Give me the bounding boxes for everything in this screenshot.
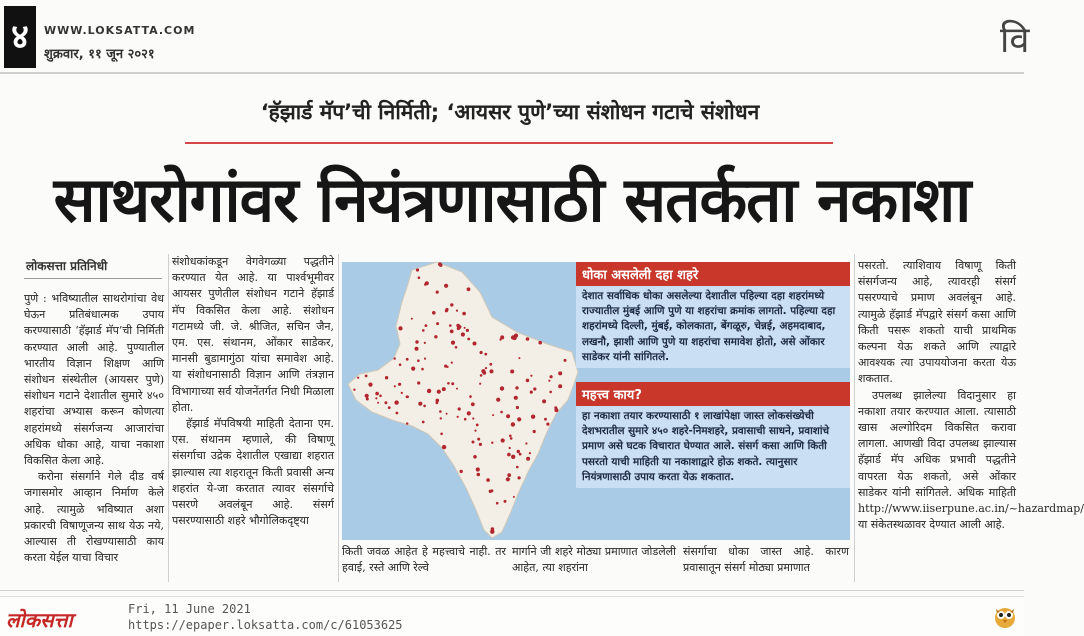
- paragraph: पसरतो. त्याशिवाय विषाणू किती संसर्गजन्य आहे, त्यावरही संसर्ग पसरण्याचे प्रमाण अवलंबून आहे. त्यामुळे हॅझार्ड मॅपद्वारे संसर्ग कसा आणि किती पसरू शकतो याची प्राथमिक कल्पना येऊ शकते आणि त्याद्वारे आवश्यक त्या उपाययोजना करता येऊ शकतात.: [858, 259, 1016, 386]
- city-dot: [436, 322, 439, 325]
- city-dot: [469, 395, 472, 398]
- city-dot: [439, 264, 442, 267]
- column-rule: [168, 254, 169, 582]
- city-dot: [439, 410, 442, 413]
- box-body-top-cities: देशात सर्वाधिक धोका असलेल्या देशातील पहिल्या दहा शहरांमध्ये राज्यातील मुंबई आणि पुणे या शहरांचा क्रमांक लागतो. पहिल्या दहा शहरांमध्ये दिल्ली, मुंबई, कोलकाता, बेंगळूरु, चेन्नई, अहमदाबाद, लखनौ, झाशी आणि पुणे या शहरांचा समावेश होतो, असे ओंकार साडेकर यांनी सांगितले.: [576, 286, 850, 368]
- city-dot: [417, 359, 420, 362]
- paragraph: हॅझार्ड मॅपविषयी माहिती देताना एम. एस. संथानम म्हणाले, की विषाणू संसर्गाचा उद्रेक देशातील एखाद्या शहरात झाल्यास त्या शहरातून किती प्रवासी अन्य शहरांत ये-जा करतात त्यावर संसर्गाचे पसरणे अवलंबून आहे. संसर्ग पसरण्यासाठी शहरे भौगोलिकदृष्ट्या: [172, 417, 334, 528]
- city-dot: [518, 476, 521, 479]
- paragraph: संसर्गाचा धोका जास्त आहे. कारण प्रवासातून संसर्ग मोठ्या प्रमाणात: [683, 545, 849, 575]
- city-dot: [509, 435, 512, 438]
- city-dot: [474, 430, 476, 432]
- city-dot: [446, 413, 448, 415]
- paragraph: करोना संसर्गाने गेले दीड वर्ष जगासमोर आव्हान निर्माण केले आहे. त्यामुळे भविष्यात अशा प्रकारची विषाणूजन्य साथ येऊ नये, आल्यास ती रोखण्यासाठी काय करता येईल याचा विचार: [24, 470, 164, 565]
- city-dot: [517, 417, 521, 421]
- city-dot: [516, 406, 519, 409]
- city-dot: [445, 309, 448, 312]
- city-dot: [394, 385, 396, 387]
- city-dot: [464, 418, 467, 421]
- city-dot: [476, 424, 479, 427]
- city-dot: [451, 382, 454, 385]
- city-dot: [398, 383, 401, 386]
- masthead-rule: [0, 72, 1024, 74]
- city-dot: [472, 417, 474, 419]
- city-dot: [515, 386, 518, 389]
- city-dot: [473, 455, 477, 459]
- city-dot: [531, 415, 535, 419]
- city-dot: [417, 381, 420, 384]
- footer-date: Fri, 11 June 2021: [128, 602, 251, 616]
- city-dot: [500, 411, 503, 414]
- city-dot: [558, 384, 562, 388]
- city-dot: [456, 310, 458, 312]
- city-dot: [509, 447, 511, 449]
- city-dot: [549, 391, 552, 394]
- city-dot: [507, 453, 511, 457]
- city-dot: [450, 303, 453, 306]
- city-dot: [506, 477, 510, 481]
- issue-date: शुक्रवार, ११ जून २०२१: [44, 47, 155, 62]
- city-dot: [418, 276, 421, 279]
- city-dot: [548, 380, 550, 382]
- city-dot: [486, 478, 490, 482]
- city-dot: [368, 383, 372, 387]
- city-dot: [411, 318, 413, 320]
- city-dot: [400, 328, 402, 330]
- city-dot: [533, 430, 536, 433]
- box-body-importance: हा नकाशा तयार करण्यासाठी १ लाखांपेक्षा जास्त लोकसंख्येची देशभरातील सुमारे ४५० शहरे-निमशहरे, प्रवासाची साधने, प्रवाशांचे प्रमाण असे घटक विचारात घेण्यात आले. संसर्ग कसा आणि किती पसरतो याची माहिती या नकाशाद्वारे होऊ शकते. त्यानुसार नियंत्रणासाठी उपाय करता येऊ शकतात.: [576, 406, 850, 488]
- kicker-underline: [185, 142, 833, 144]
- city-dot: [460, 470, 463, 473]
- city-dot: [476, 467, 480, 471]
- city-dot: [436, 291, 439, 294]
- city-dot: [490, 369, 494, 373]
- city-dot: [481, 369, 485, 373]
- city-dot: [406, 422, 408, 424]
- city-dot: [396, 412, 399, 415]
- city-dot: [496, 398, 500, 402]
- city-dot: [385, 376, 388, 379]
- city-dot: [394, 357, 396, 359]
- city-dot: [538, 341, 542, 345]
- city-dot: [510, 437, 513, 440]
- city-dot: [500, 386, 504, 390]
- city-dot: [462, 312, 466, 316]
- city-dot: [365, 375, 368, 378]
- city-dot: [427, 389, 431, 393]
- city-dot: [533, 387, 536, 390]
- box-title-importance: महत्त्व काय?: [576, 382, 850, 406]
- city-dot: [423, 405, 426, 408]
- paragraph: किती जवळ आहेत हे महत्त्वाचे नाही. तर हवाई, रस्ते आणि रेल्वे: [342, 545, 506, 575]
- city-dot: [477, 473, 481, 477]
- city-dot: [473, 342, 477, 346]
- epaper-link[interactable]: https://epaper.loksatta.com/c/61053625: [128, 618, 403, 632]
- column-rule: [854, 254, 855, 582]
- city-dot: [375, 397, 377, 399]
- city-dot: [489, 490, 492, 493]
- city-dot: [519, 453, 522, 456]
- city-dot: [504, 500, 507, 503]
- paragraph: उपलब्ध झालेल्या विदानुसार हा नकाशा तयार करण्यात आला. त्यासाठी खास अल्गोरिदम विकसित करावा लागला. आणखी विदा उपलब्ध झाल्यास हॅझार्ड मॅप अधिक प्रभावी पद्धतीने वापरता येऊ शकतो, असे ओंकार साडेकर यांनी सांगितले. अधिक माहिती http://www.iiserpune.ac.in/~hazardmap/ या संकेतस्थळावर देण्यात आली आहे.: [858, 388, 1084, 532]
- owl-icon[interactable]: [992, 603, 1018, 629]
- article-column-6: [858, 258, 1084, 581]
- paragraph: पुणे : भविष्यातील साथरोगांचा वेध घेऊन प्रतिबंधात्मक उपाय करण्यासाठी ‘हॅझार्ड मॅप’ची निर्मिती करण्यात आली आहे. पुण्यातील भारतीय विज्ञान शिक्षण आणि संशोधन संस्थेतील (आयसर पुणे) संशोधन गटाने देशातील सुमारे ४५० शहरांचा अभ्यास करून कोणत्या शहरांमध्ये संसर्गजन्य आजारांचा अधिक धोका आहे, याचा नकाशा विकसित केला आहे.: [24, 292, 164, 468]
- city-dot: [447, 366, 449, 368]
- city-dot: [491, 527, 495, 531]
- city-dot: [466, 329, 469, 332]
- city-dot: [375, 392, 379, 396]
- city-dot: [424, 283, 426, 285]
- kicker-headline: ‘हॅझार्ड मॅप’ची निर्मिती; ‘आयसर पुणे’च्या संशोधन गटाचे संशोधन: [260, 100, 760, 124]
- city-dot: [516, 466, 519, 469]
- city-dot: [422, 421, 425, 424]
- city-dot: [451, 341, 455, 345]
- city-dot: [510, 370, 514, 374]
- city-dot: [365, 394, 369, 398]
- city-dot: [529, 452, 531, 454]
- city-dot: [461, 332, 465, 336]
- city-dot: [357, 377, 359, 379]
- paragraph: मार्गाने जी शहरे मोठ्या प्रमाणात जोडलेली आहेत, त्या शहरांना: [512, 545, 676, 575]
- main-headline: साथरोगांवर नियंत्रणासाठी सतर्कता नकाशा: [53, 163, 971, 236]
- city-dot: [530, 391, 533, 394]
- city-dot: [479, 383, 481, 385]
- city-dot: [451, 362, 453, 364]
- city-dot: [542, 399, 546, 403]
- info-panel: [576, 262, 850, 536]
- city-dot: [353, 389, 355, 391]
- city-dot: [472, 441, 475, 444]
- city-dot: [406, 358, 409, 361]
- city-dot: [450, 330, 454, 334]
- paragraph: संशोधकांकडून वेगवेगळ्या पद्धतीने करण्यात येत आहे. या पार्श्वभूमीवर आयसर पुणेतील संशोधन गटाने हॅझार्ड मॅप विकसित केला आहे. संशोधन गटामध्ये जी. जे. श्रीजित, सचिन जैन, एम. एस. संथानम, ओंकार साडेकर, मानसी बुडामागुंठा यांचा समावेश आहे. या संशोधनासाठी विज्ञान आणि तंत्रज्ञान विभागाच्या सर्व योजनेंतर्गत निधी मिळाला होता.: [172, 255, 334, 414]
- column-rule: [338, 254, 339, 582]
- city-dot: [384, 401, 387, 404]
- city-dot: [491, 442, 493, 444]
- city-dot: [513, 496, 515, 498]
- article-column-1: [24, 291, 164, 581]
- city-dot: [517, 450, 520, 453]
- city-dot: [471, 402, 475, 406]
- city-dot: [440, 433, 443, 436]
- city-dot: [464, 327, 466, 329]
- city-dot: [457, 327, 460, 330]
- page-bottom-rule: [0, 590, 1024, 591]
- city-dot: [416, 268, 419, 271]
- city-dot: [511, 335, 515, 339]
- city-dot: [421, 368, 424, 371]
- city-dot: [377, 402, 379, 404]
- city-dot: [544, 418, 547, 421]
- city-dot: [458, 407, 461, 410]
- city-dot: [479, 443, 482, 446]
- city-dot: [442, 445, 446, 449]
- article-column-4: [512, 544, 676, 582]
- city-dot: [415, 347, 419, 351]
- city-dot: [530, 375, 532, 377]
- city-dot: [394, 400, 398, 404]
- city-dot: [388, 406, 391, 409]
- byline: लोकसत्ता प्रतिनिधी: [26, 259, 108, 273]
- city-dot: [554, 408, 558, 412]
- city-dot: [564, 359, 567, 362]
- city-dot: [457, 416, 459, 418]
- box-title-top-cities: धोका असलेली दहा शहरे: [576, 262, 850, 286]
- city-dot: [424, 342, 426, 344]
- article-column-5: [683, 544, 849, 582]
- section-edge-char: वि: [1000, 20, 1030, 61]
- city-dot: [455, 346, 458, 349]
- city-dot: [546, 423, 549, 426]
- article-column-3: [342, 544, 506, 582]
- city-dot: [406, 395, 409, 398]
- city-dot: [447, 382, 450, 385]
- city-dot: [518, 357, 520, 359]
- city-dot: [436, 399, 440, 403]
- city-dot: [511, 455, 515, 459]
- city-dot: [425, 324, 428, 327]
- city-dot: [442, 387, 446, 391]
- byline-rule: [24, 278, 162, 279]
- city-dot: [489, 363, 492, 366]
- city-dot: [507, 473, 511, 477]
- city-dot: [514, 396, 518, 400]
- city-dot: [485, 367, 487, 369]
- city-dot: [467, 287, 471, 291]
- city-dot: [424, 358, 426, 360]
- article-column-2: [172, 254, 334, 581]
- city-dot: [558, 371, 562, 375]
- city-dot: [399, 363, 402, 366]
- city-dot: [480, 374, 483, 377]
- city-dot: [477, 438, 480, 441]
- loksatta-logo[interactable]: लोकसत्ता: [6, 608, 73, 632]
- city-dot: [437, 390, 441, 394]
- city-dot: [506, 414, 510, 418]
- city-dot: [525, 442, 527, 444]
- city-dot: [444, 284, 448, 288]
- city-dot: [480, 351, 483, 354]
- city-dot: [467, 411, 471, 415]
- city-dot: [492, 414, 494, 416]
- page-number: ४: [4, 6, 36, 68]
- city-dot: [467, 338, 470, 341]
- city-dot: [550, 375, 553, 378]
- city-dot: [418, 402, 422, 406]
- city-dot: [434, 335, 437, 338]
- city-dot: [526, 379, 530, 383]
- city-dot: [526, 457, 530, 461]
- city-dot: [456, 388, 458, 390]
- city-dot: [449, 324, 452, 327]
- city-dot: [501, 438, 505, 442]
- city-dot: [422, 329, 425, 332]
- site-url: WWW.LOKSATTA.COM: [44, 24, 196, 37]
- city-dot: [440, 417, 442, 419]
- city-dot: [401, 392, 403, 394]
- city-dot: [500, 335, 504, 339]
- city-dot: [411, 367, 415, 371]
- city-dot: [366, 398, 369, 401]
- city-dot: [496, 502, 499, 505]
- city-dot: [379, 395, 382, 398]
- city-dot: [415, 340, 418, 343]
- city-dot: [526, 337, 530, 341]
- city-dot: [484, 353, 487, 356]
- city-dot: [432, 311, 436, 315]
- city-dot: [511, 422, 515, 426]
